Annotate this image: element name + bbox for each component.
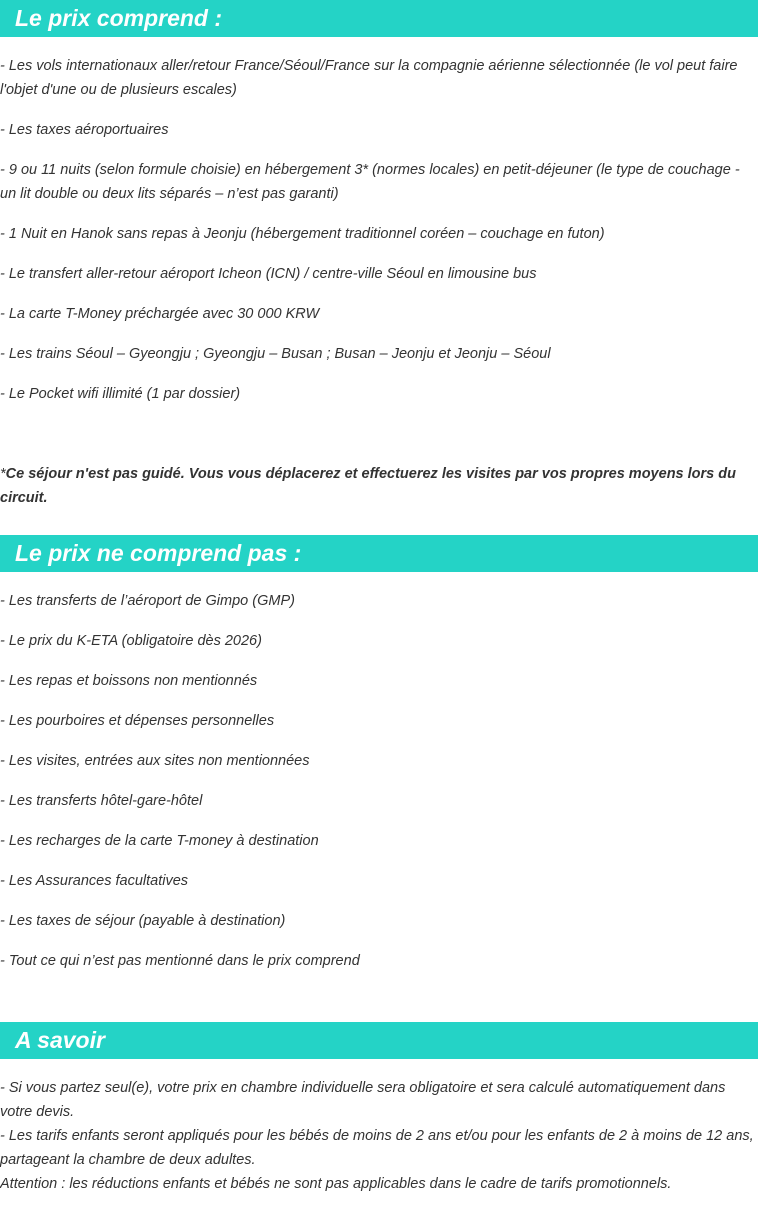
included-item: - La carte T-Money préchargée avec 30 000 KRW: [0, 306, 320, 322]
included-item: - Le Pocket wifi illimité (1 par dossier): [0, 386, 241, 402]
excluded-item: - Les repas et boissons non mentionnés: [0, 673, 258, 689]
included-item: - 9 ou 11 nuits (selon formule choisie) en hébergement 3* (normes locales) en petit-déjeuner (le type de couchage - un lit double ou deux lits séparés – n’est pas garanti): [0, 162, 740, 202]
excluded-item: - Les recharges de la carte T-money à destination: [0, 833, 319, 849]
note-asterisk: *: [0, 466, 6, 482]
section-title-excluded: Le prix ne comprend pas :: [0, 535, 758, 572]
info-line: - Les tarifs enfants seront appliqués pour les bébés de moins de 2 ans et/ou pour les enfants de 2 à moins de 12 ans, partageant la chambre de deux adultes.: [0, 1128, 754, 1168]
included-item: - 1 Nuit en Hanok sans repas à Jeonju (hébergement traditionnel coréen – couchage en futon): [0, 226, 605, 242]
info-line: - Si vous partez seul(e), votre prix en chambre individuelle sera obligatoire et sera calculé automatiquement dans votre devis.: [0, 1080, 726, 1120]
excluded-item: - Les taxes de séjour (payable à destination): [0, 913, 286, 929]
excluded-item: - Les transferts hôtel-gare-hôtel: [0, 793, 203, 809]
info-line: Attention : les réductions enfants et bébés ne sont pas applicables dans le cadre de tarifs promotionnels.: [0, 1176, 672, 1192]
included-item: - Les trains Séoul – Gyeongju ; Gyeongju – Busan ; Busan – Jeonju et Jeonju – Séoul: [0, 346, 551, 362]
excluded-item: - Tout ce qui n’est pas mentionné dans le prix comprend: [0, 953, 360, 969]
excluded-item: - Les visites, entrées aux sites non mentionnées: [0, 753, 310, 769]
not-guided-note: [0, 462, 756, 510]
included-item: - Les taxes aéroportuaires: [0, 122, 169, 138]
section-title-included: Le prix comprend :: [0, 0, 758, 37]
included-item: - Les vols internationaux aller/retour France/Séoul/France sur la compagnie aérienne sélectionnée (le vol peut faire l'objet d'une ou de plusieurs escales): [0, 58, 738, 98]
section-title-info: A savoir: [0, 1022, 758, 1059]
included-item: - Le transfert aller-retour aéroport Icheon (ICN) / centre-ville Séoul en limousine bus: [0, 266, 537, 282]
excluded-item: - Le prix du K-ETA (obligatoire dès 2026): [0, 633, 262, 649]
note-text: Ce séjour n'est pas guidé. Vous vous déplacerez et effectuerez les visites par vos propres moyens lors du circuit.: [0, 466, 736, 506]
excluded-item: - Les pourboires et dépenses personnelles: [0, 713, 275, 729]
excluded-item: - Les transferts de l’aéroport de Gimpo (GMP): [0, 593, 295, 609]
excluded-item: - Les Assurances facultatives: [0, 873, 189, 889]
